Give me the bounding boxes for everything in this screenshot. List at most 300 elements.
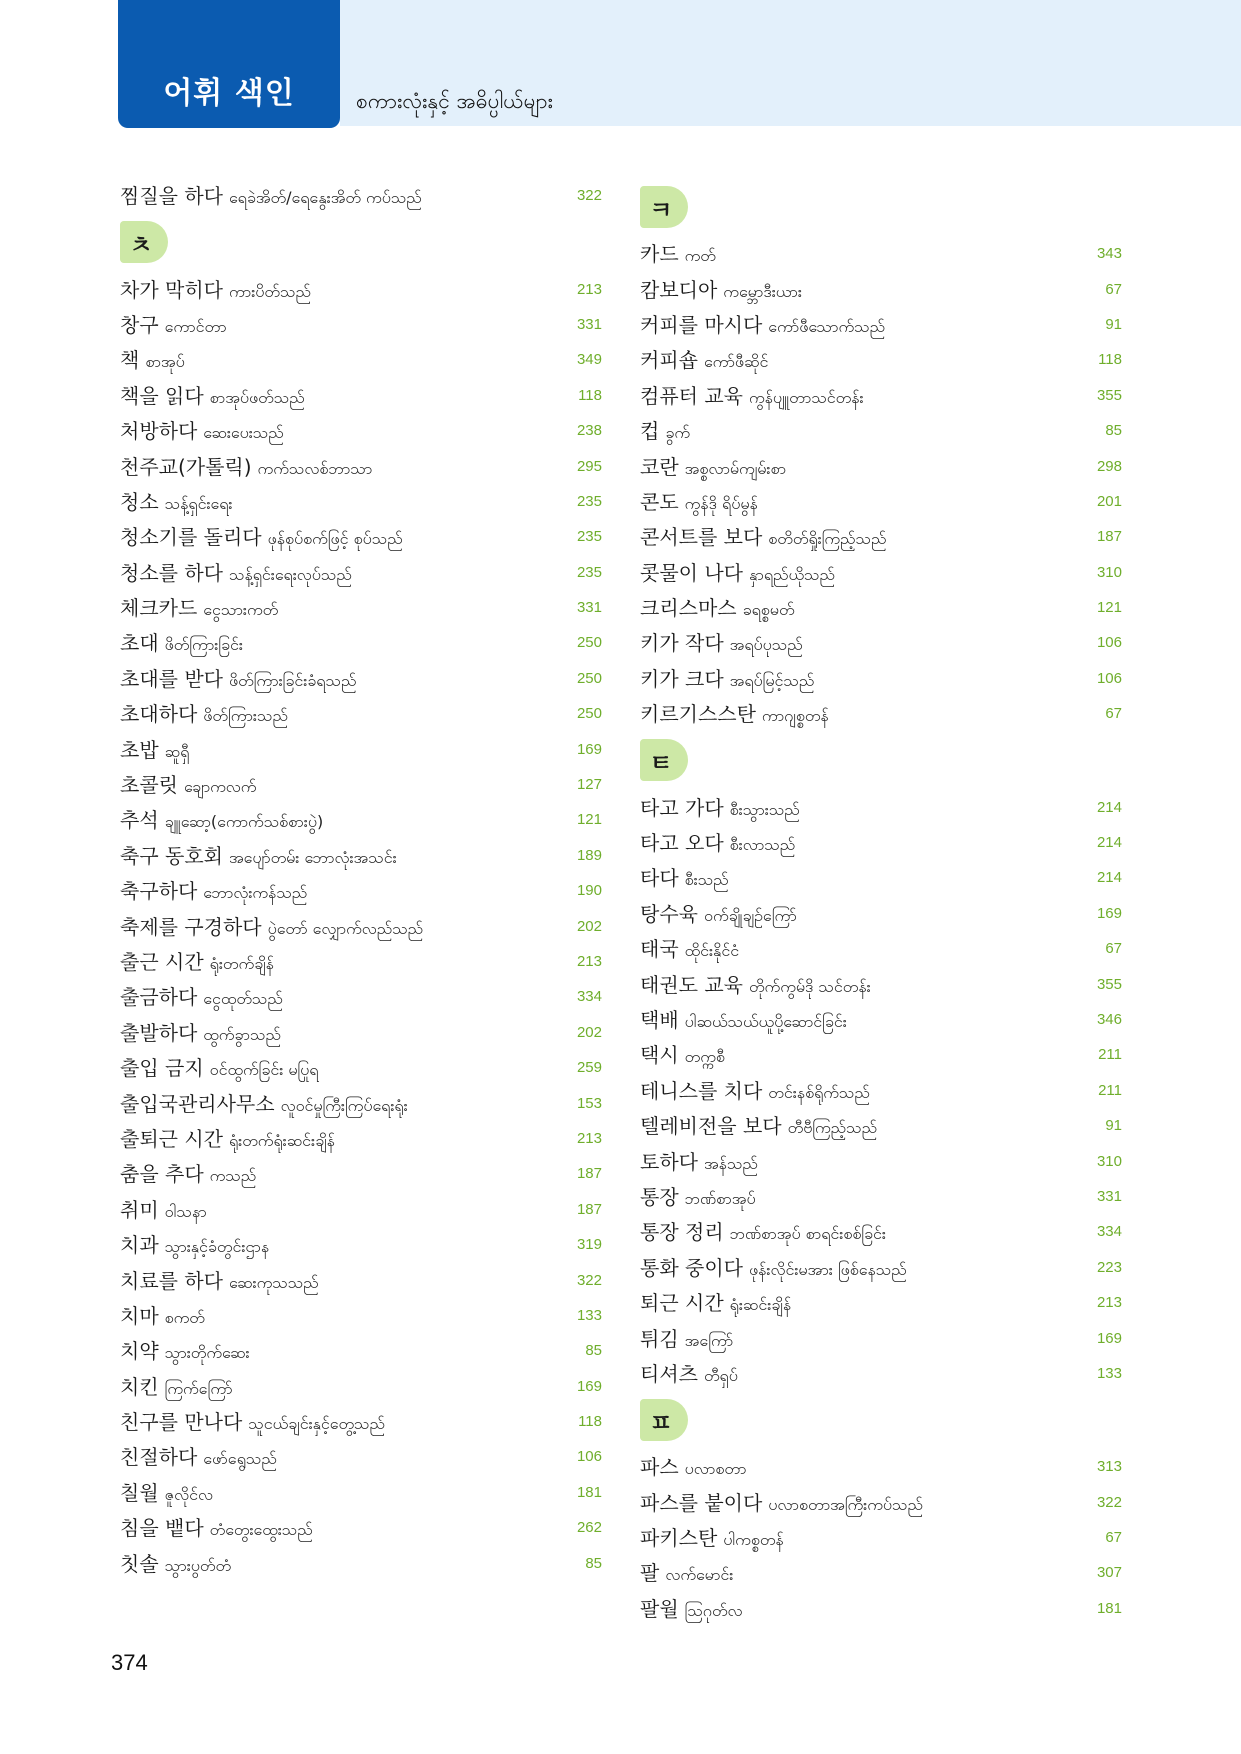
- entry-korean: 파스: [640, 1455, 679, 1480]
- entry-page: 202: [576, 917, 602, 935]
- index-entry: [120, 307, 602, 342]
- entry-korean: 초대: [120, 631, 159, 656]
- header-subtitle: စကားလုံးနှင့် အဓိပ္ပါယ်များ: [356, 89, 553, 113]
- entry-korean: 통장 정리: [640, 1220, 724, 1245]
- entry-page: 298: [1096, 457, 1122, 475]
- entry-term: [120, 180, 422, 211]
- entry-page: 85: [1105, 422, 1122, 440]
- index-entry: [120, 342, 602, 377]
- index-entry: [120, 661, 602, 696]
- entry-term: [640, 238, 716, 269]
- entry-myanmar: ရုံးတက်ချိန်: [209, 954, 274, 973]
- entry-myanmar: ဖိတ်ကြားသည်: [203, 706, 288, 726]
- index-entry: [640, 1002, 1122, 1037]
- entry-korean: 창구: [120, 312, 159, 337]
- entry-page: 262: [576, 1519, 602, 1537]
- page-number: 374: [111, 1650, 148, 1675]
- entry-myanmar: ဖော်ရွေသည်: [203, 1449, 277, 1469]
- entry-page: 118: [578, 1413, 602, 1431]
- entry-term: [640, 1110, 877, 1141]
- entry-page: 319: [576, 1236, 602, 1254]
- entry-page: 211: [1098, 1081, 1122, 1099]
- entry-myanmar: ဖိတ်ကြားခြင်းခံရသည်: [228, 670, 357, 690]
- entry-korean: 태국: [640, 937, 679, 962]
- entry-page: 322: [576, 1271, 602, 1289]
- entry-page: 181: [576, 1483, 602, 1501]
- entry-page: 211: [1098, 1046, 1122, 1064]
- entry-page: 313: [1096, 1458, 1122, 1476]
- entry-term: [120, 1335, 250, 1366]
- entry-term: [640, 309, 885, 340]
- entry-term: [120, 1548, 231, 1579]
- entry-page: 235: [576, 528, 602, 546]
- index-entry: [120, 1333, 602, 1368]
- index-entry: [120, 1262, 602, 1297]
- entry-term: [640, 521, 886, 552]
- index-entry: [640, 484, 1122, 519]
- entry-myanmar: စီးသည်: [684, 870, 729, 890]
- entry-term: [120, 521, 403, 552]
- entry-page: 201: [1096, 492, 1122, 510]
- entry-term: [120, 1194, 207, 1225]
- entry-page: 121: [576, 811, 602, 829]
- entry-myanmar: ပါကစ္စတန်: [723, 1530, 784, 1550]
- index-entry: [640, 1591, 1122, 1626]
- entry-korean: 코란: [640, 454, 679, 479]
- entry-term: [120, 1265, 319, 1296]
- entry-korean: 테니스를 치다: [640, 1078, 763, 1103]
- entry-korean: 출입국관리사무소: [120, 1091, 275, 1116]
- entry-myanmar: ကက်သလစ်ဘာသာ: [257, 458, 373, 478]
- entry-page: 169: [1096, 904, 1122, 922]
- entry-page: 343: [1096, 245, 1122, 263]
- index-entry: [640, 860, 1122, 895]
- entry-term: [120, 1300, 205, 1331]
- index-entry: [120, 484, 602, 519]
- index-entry: [640, 789, 1122, 824]
- entry-page: 67: [1105, 940, 1122, 958]
- entry-myanmar: ထွက်ခွာသည်: [203, 1024, 281, 1044]
- entry-term: [120, 592, 278, 623]
- index-entry: [120, 178, 602, 213]
- entry-myanmar: ချောကလက်: [183, 777, 257, 797]
- entry-page: 310: [1096, 1152, 1122, 1170]
- entry-myanmar: သန့်ရှင်းရေးလုပ်သည်: [228, 564, 352, 584]
- entry-korean: 컴퓨터 교육: [640, 383, 743, 408]
- index-entry: [120, 1227, 602, 1262]
- entry-term: [120, 769, 256, 800]
- entry-korean: 초콜릿: [120, 773, 178, 798]
- entry-myanmar: ရုံးဆင်းချိန်: [729, 1295, 792, 1315]
- entry-page: 118: [578, 386, 602, 404]
- entry-korean: 팔: [640, 1561, 660, 1586]
- entry-page: 259: [576, 1059, 602, 1077]
- entry-page: 355: [1096, 975, 1122, 993]
- entry-page: 121: [1096, 599, 1122, 617]
- index-entry: [640, 590, 1122, 625]
- index-entry: [640, 1179, 1122, 1214]
- entry-myanmar: ငွေထုတ်သည်: [203, 989, 283, 1009]
- entry-page: 213: [576, 280, 602, 298]
- index-entry: [640, 1320, 1122, 1355]
- entry-myanmar: ရုံးတက်ရုံးဆင်းချိန်: [228, 1130, 335, 1150]
- entry-term: [640, 1358, 738, 1389]
- entry-myanmar: ကာဂျစ္စတန်: [761, 706, 829, 726]
- entry-korean: 콧물이 나다: [640, 560, 743, 585]
- entry-korean: 찜질을 하다: [120, 184, 223, 209]
- entry-page: 118: [1098, 351, 1122, 369]
- index-entry: [120, 1369, 602, 1404]
- entry-korean: 출금하다: [120, 985, 198, 1010]
- entry-myanmar: အန်သည်: [703, 1153, 758, 1173]
- entry-korean: 파스를 붙이다: [640, 1490, 763, 1515]
- entry-term: [120, 734, 189, 765]
- entry-term: [640, 486, 758, 517]
- entry-term: [640, 1522, 784, 1553]
- index-entry: [120, 1510, 602, 1545]
- entry-term: [120, 1158, 256, 1189]
- entry-myanmar: နှာရည်ယိုသည်: [748, 564, 835, 584]
- entry-page: 153: [576, 1094, 602, 1112]
- index-entry: [640, 931, 1122, 966]
- entry-term: [640, 1451, 747, 1482]
- entry-korean: 카드: [640, 242, 679, 267]
- index-entry: [640, 825, 1122, 860]
- entry-page: 295: [576, 457, 602, 475]
- entry-term: [120, 698, 288, 729]
- entry-myanmar: တင်းနစ်ရိုက်သည်: [768, 1082, 870, 1102]
- entry-myanmar: ဝင်ထွက်ခြင်း မပြုရ: [209, 1060, 319, 1080]
- entry-korean: 추석: [120, 808, 159, 833]
- index-entry: [120, 979, 602, 1014]
- entry-korean: 튀김: [640, 1326, 679, 1351]
- index-entry: [120, 1121, 602, 1156]
- index-entry: [120, 873, 602, 908]
- entry-korean: 커피숍: [640, 348, 698, 373]
- entry-term: [120, 1371, 233, 1402]
- entry-korean: 콘서트를 보다: [640, 525, 763, 550]
- right-index-column: [640, 178, 1122, 1626]
- entry-page: 310: [1096, 563, 1122, 581]
- entry-myanmar: စာအုပ်: [145, 352, 185, 372]
- entry-term: [120, 1512, 313, 1543]
- entry-term: [120, 1123, 335, 1154]
- header-title: 어휘 색인: [118, 0, 340, 128]
- section-letter-row: [640, 178, 1122, 236]
- entry-page: 190: [576, 882, 602, 900]
- entry-term: [640, 1004, 847, 1035]
- entry-term: [640, 1181, 756, 1212]
- entry-myanmar: လက်မောင်း: [665, 1565, 734, 1585]
- entry-myanmar: သွားနှင့်ခံတွင်းဌာန: [164, 1237, 270, 1257]
- entry-korean: 콘도: [640, 489, 679, 514]
- entry-term: [640, 1075, 870, 1106]
- entry-term: [120, 1441, 277, 1472]
- entry-term: [120, 911, 423, 942]
- index-entry: [640, 448, 1122, 483]
- entry-page: 85: [585, 1554, 602, 1572]
- entry-page: 187: [576, 1200, 602, 1218]
- entry-myanmar: ပါဆယ်သယ်ယူပို့ဆောင်ခြင်း: [684, 1012, 847, 1031]
- entry-myanmar: စတိတ်ရှိုးကြည့်သည်: [768, 529, 887, 549]
- entry-term: [120, 274, 311, 305]
- entry-page: 213: [576, 1129, 602, 1147]
- entry-korean: 타고 가다: [640, 795, 724, 820]
- index-entry: [120, 1156, 602, 1191]
- index-entry: [640, 1037, 1122, 1072]
- index-entry: [120, 731, 602, 766]
- entry-page: 67: [1105, 705, 1122, 723]
- entry-myanmar: စကတ်: [164, 1307, 205, 1327]
- entry-term: [640, 557, 835, 588]
- entry-page: 235: [576, 492, 602, 510]
- index-entry: [640, 413, 1122, 448]
- index-entry: [120, 1085, 602, 1120]
- entry-korean: 컵: [640, 419, 660, 444]
- index-entry: [120, 696, 602, 731]
- entry-term: [640, 344, 768, 375]
- entry-myanmar: သန့်ရှင်းရေး: [164, 493, 233, 513]
- entry-term: [640, 1487, 923, 1518]
- entry-korean: 처방하다: [120, 419, 198, 444]
- entry-myanmar: ကြက်ကြော်: [164, 1378, 233, 1398]
- index-entry: [640, 896, 1122, 931]
- entry-page: 169: [576, 740, 602, 758]
- entry-myanmar: ဘဏ်စာအုပ်: [684, 1188, 756, 1208]
- entry-myanmar: ကွန်ပျူတာသင်တန်း: [748, 387, 864, 407]
- entry-page: 169: [1096, 1329, 1122, 1347]
- entry-korean: 출퇴근 시간: [120, 1126, 223, 1151]
- index-entry: [640, 966, 1122, 1001]
- entry-korean: 타고 오다: [640, 831, 724, 856]
- entry-korean: 칫솔: [120, 1551, 159, 1576]
- entry-term: [640, 1039, 725, 1070]
- index-entry: [120, 838, 602, 873]
- entry-myanmar: ကတ်: [684, 246, 716, 266]
- entry-korean: 책: [120, 348, 140, 373]
- entry-page: 91: [1105, 315, 1122, 333]
- entry-term: [120, 451, 372, 482]
- entry-myanmar: ကမ္ဘောဒီးယား: [723, 281, 802, 301]
- entry-korean: 팔월: [640, 1596, 679, 1621]
- entry-myanmar: ဖုန်းလိုင်းမအား ဖြစ်နေသည်: [748, 1259, 907, 1279]
- entry-term: [640, 862, 729, 893]
- entry-myanmar: ဇူလိုင်လ: [164, 1484, 214, 1504]
- entry-term: [640, 1252, 907, 1283]
- index-entry: [640, 342, 1122, 377]
- entry-page: 250: [576, 634, 602, 652]
- entry-term: [640, 1216, 886, 1247]
- entry-myanmar: ကော်ဖီသောက်သည်: [768, 316, 886, 336]
- index-entry: [640, 307, 1122, 342]
- entry-myanmar: တံတွေးထွေးသည်: [209, 1520, 313, 1540]
- entry-term: [120, 1088, 408, 1119]
- entry-korean: 캄보디아: [640, 277, 718, 302]
- entry-term: [120, 1406, 385, 1437]
- entry-korean: 축구 동호회: [120, 843, 223, 868]
- entry-page: 235: [576, 563, 602, 581]
- entry-myanmar: ဆေးကုသသည်: [228, 1272, 319, 1292]
- entry-korean: 파키스탄: [640, 1526, 718, 1551]
- entry-page: 181: [1096, 1599, 1122, 1617]
- index-entry: [120, 802, 602, 837]
- index-entry: [640, 1285, 1122, 1320]
- entry-myanmar: ကောင်တာ: [164, 316, 227, 336]
- entry-korean: 택배: [640, 1008, 679, 1032]
- entry-term: [640, 1593, 743, 1624]
- index-entry: [120, 1015, 602, 1050]
- index-entry: [120, 448, 602, 483]
- entry-term: [120, 415, 284, 446]
- entry-term: [640, 380, 864, 411]
- index-entry: [120, 1545, 602, 1580]
- entry-myanmar: ခွက်: [665, 423, 690, 443]
- entry-term: [120, 557, 352, 588]
- entry-page: 355: [1096, 386, 1122, 404]
- entry-term: [640, 969, 871, 1000]
- entry-page: 331: [1096, 1187, 1122, 1205]
- section-letter-badge: ㅌ: [640, 739, 688, 781]
- entry-term: [640, 1323, 733, 1354]
- entry-korean: 체크카드: [120, 596, 198, 621]
- index-entry: [640, 1555, 1122, 1590]
- entry-term: [120, 981, 283, 1012]
- entry-term: [640, 592, 795, 623]
- entry-korean: 타다: [640, 866, 679, 891]
- entry-term: [640, 663, 814, 694]
- entry-korean: 키가 크다: [640, 666, 724, 691]
- entry-myanmar: ဆူရှီ: [164, 741, 190, 761]
- entry-myanmar: ဖုန်စုပ်စက်ဖြင့် စုပ်သည်: [267, 529, 403, 549]
- entry-korean: 치과: [120, 1233, 159, 1258]
- entry-myanmar: အရပ်ပုသည်: [729, 635, 803, 655]
- entry-myanmar: စီးလာသည်: [729, 835, 796, 855]
- entry-myanmar: တက္ကစီ: [684, 1047, 725, 1067]
- entry-myanmar: ဖိတ်ကြားခြင်း: [164, 635, 243, 655]
- entry-myanmar: ကသည်: [209, 1166, 257, 1186]
- entry-myanmar: ဘောလုံးကန်သည်: [203, 883, 308, 903]
- entry-korean: 칠월: [120, 1480, 159, 1505]
- entry-myanmar: ပလာစတာ: [684, 1459, 747, 1479]
- index-entry: [120, 413, 602, 448]
- index-entry: [640, 1250, 1122, 1285]
- entry-korean: 태권도 교육: [640, 972, 743, 997]
- entry-korean: 취미: [120, 1197, 159, 1222]
- entry-korean: 초밥: [120, 737, 159, 762]
- entry-term: [640, 1557, 733, 1588]
- entry-korean: 출입 금지: [120, 1056, 204, 1081]
- entry-korean: 택시: [640, 1043, 679, 1068]
- section-letter-row: [640, 1391, 1122, 1449]
- index-entry: [120, 590, 602, 625]
- index-entry: [640, 1485, 1122, 1520]
- index-entry: [640, 519, 1122, 554]
- entry-page: 213: [576, 953, 602, 970]
- entry-page: 106: [576, 1448, 602, 1466]
- entry-myanmar: သွားတိုက်ဆေး: [164, 1343, 250, 1363]
- index-entry: [120, 625, 602, 660]
- entry-term: [640, 415, 690, 446]
- entry-korean: 치약: [120, 1339, 159, 1364]
- entry-korean: 티셔츠: [640, 1361, 698, 1386]
- section-letter-badge: ㅋ: [640, 186, 688, 228]
- entry-page: 322: [1096, 1493, 1122, 1511]
- section-letter-badge: ㅍ: [640, 1399, 688, 1441]
- entry-page: 223: [1096, 1258, 1122, 1276]
- entry-korean: 출발하다: [120, 1020, 198, 1045]
- index-entry: [640, 236, 1122, 271]
- entry-myanmar: ဝါသနာ: [164, 1201, 207, 1221]
- entry-term: [120, 804, 323, 835]
- entry-myanmar: ဝက်ချိုချဉ်ကြော်: [703, 905, 797, 925]
- entry-myanmar: ပလာစတာအကြီးကပ်သည်: [768, 1494, 923, 1514]
- entry-term: [120, 1017, 281, 1048]
- entry-korean: 커피를 마시다: [640, 312, 763, 337]
- entry-korean: 키가 작다: [640, 631, 724, 656]
- entry-page: 331: [576, 599, 602, 617]
- entry-page: 106: [1096, 669, 1122, 687]
- index-entry: [640, 696, 1122, 731]
- entry-term: [640, 451, 786, 482]
- entry-term: [640, 627, 803, 658]
- entry-korean: 청소를 하다: [120, 560, 223, 585]
- section-letter-row: [120, 213, 602, 271]
- entry-page: 67: [1105, 1529, 1122, 1547]
- entry-myanmar: တိုက်ကွမ်ဒို သင်တန်း: [748, 976, 871, 996]
- entry-page: 331: [576, 315, 602, 333]
- entry-korean: 침을 뱉다: [120, 1516, 204, 1541]
- entry-term: [640, 898, 797, 929]
- index-entry: [120, 1050, 602, 1085]
- entry-term: [640, 827, 795, 858]
- entry-korean: 천주교(가톨릭): [120, 454, 252, 479]
- index-entry: [640, 1356, 1122, 1391]
- entry-page: 133: [1096, 1364, 1122, 1382]
- index-entry: [120, 378, 602, 413]
- entry-myanmar: သူငယ်ချင်းနှင့်တွေ့သည်: [248, 1414, 385, 1434]
- index-entry: [120, 271, 602, 306]
- entry-myanmar: ခရစ္စမတ်: [742, 600, 795, 620]
- entry-myanmar: အစ္စလာမ်ကျမ်းစာ: [684, 458, 787, 478]
- entry-korean: 토하다: [640, 1149, 698, 1174]
- entry-page: 307: [1096, 1564, 1122, 1582]
- entry-korean: 텔레비전을 보다: [640, 1114, 782, 1139]
- entry-korean: 크리스마스: [640, 596, 737, 621]
- entry-myanmar: ငွေသားကတ်: [203, 600, 279, 620]
- entry-korean: 축제를 구경하다: [120, 914, 262, 939]
- index-entry: [120, 1298, 602, 1333]
- entry-page: 169: [576, 1377, 602, 1395]
- entry-term: [120, 486, 232, 517]
- entry-term: [640, 274, 802, 305]
- index-entry: [640, 1108, 1122, 1143]
- entry-page: 238: [576, 422, 602, 440]
- entry-page: 189: [576, 846, 602, 864]
- left-index-column: [120, 178, 602, 1581]
- entry-page: 187: [576, 1165, 602, 1183]
- entry-korean: 치킨: [120, 1374, 159, 1399]
- entry-myanmar: ကော်ဖီဆိုင်: [703, 352, 769, 372]
- index-entry: [120, 908, 602, 943]
- entry-term: [120, 309, 227, 340]
- entry-page: 106: [1096, 634, 1122, 652]
- entry-term: [120, 875, 307, 906]
- entry-term: [120, 627, 243, 658]
- entry-page: 127: [576, 776, 602, 794]
- entry-korean: 탕수육: [640, 901, 698, 926]
- entry-page: 91: [1105, 1117, 1122, 1135]
- index-entry: [640, 1073, 1122, 1108]
